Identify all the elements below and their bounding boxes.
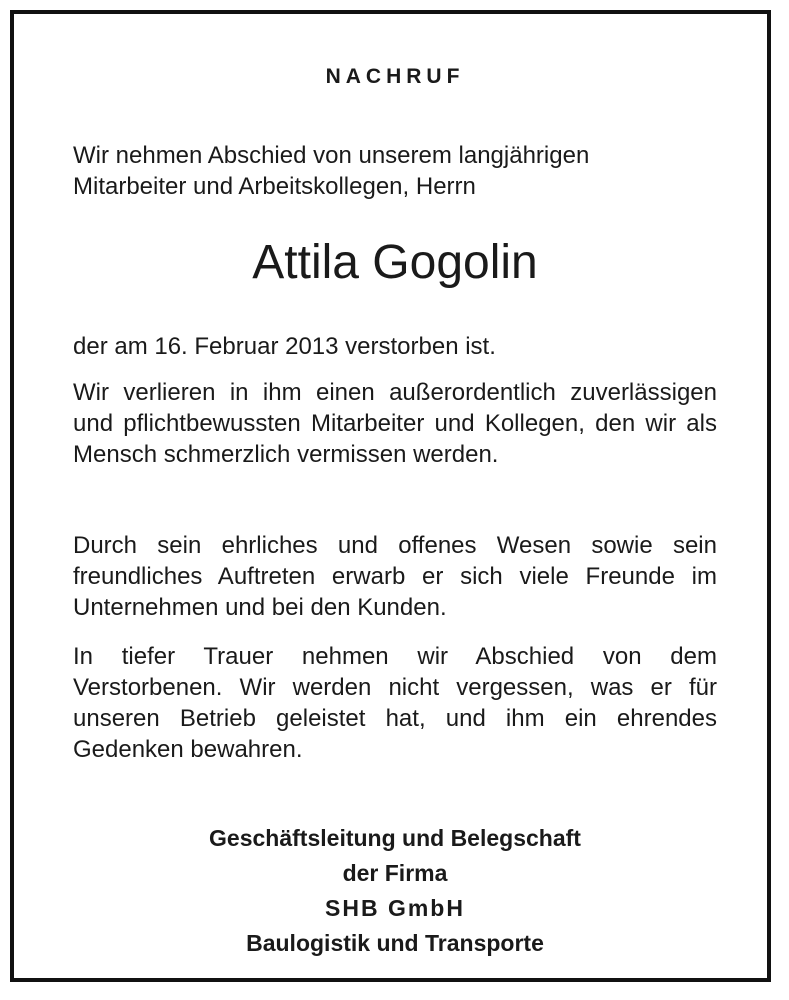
intro-line-2: Mitarbeiter und Arbeitskollegen, Herrn <box>73 173 476 200</box>
signature-line-firm: der Firma <box>342 860 448 886</box>
paragraph-mourning: In tiefer Trauer nehmen wir Abschied von dem Verstorbenen. Wir werden nicht vergessen, was er für unseren Betrieb geleistet hat, und ihm ein ehrendes Gedenken bewahren. <box>73 643 717 763</box>
obituary-notice <box>10 10 771 982</box>
intro-line-1: Wir nehmen Abschied von unserem langjährigen <box>73 142 590 169</box>
signature-line-staff: Geschäftsleitung und Belegschaft <box>209 825 581 851</box>
intro-text <box>73 140 717 202</box>
notice-heading: NACHRUF <box>325 65 465 88</box>
deceased-name: Attila Gogolin <box>252 236 538 289</box>
paragraph-tribute: Wir verlieren in ihm einen außerordentlich zuverlässigen und pflichtbewussten Mitarbeiter und Kollegen, den wir als Mensch schmerzlich vermissen werden. <box>73 379 717 468</box>
paragraph-character: Durch sein ehrliches und offenes Wesen sowie sein freundliches Auftreten erwarb er sich viele Freunde im Unternehmen und bei den Kunden. <box>73 532 717 621</box>
signature-line-business: Baulogistik und Transporte <box>246 930 544 956</box>
signature-block <box>73 821 717 961</box>
signature-company-name: SHB GmbH <box>325 895 465 921</box>
death-date-line: der am 16. Februar 2013 verstorben ist. <box>73 333 496 360</box>
